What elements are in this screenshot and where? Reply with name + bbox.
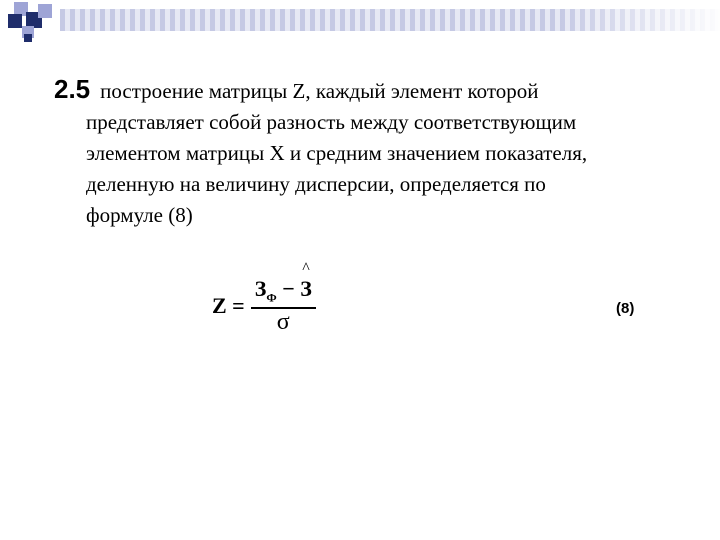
deco-square [38,4,52,18]
deco-square [8,14,22,28]
paragraph-line-2: представляет собой разность между соответствующим [86,110,577,134]
minus-sign: − [282,276,295,301]
section-number: 2.5 [54,74,91,104]
numerator-subscript: Ф [266,290,277,305]
formula-denominator: σ [276,308,290,335]
numerator-term: З [254,276,267,301]
formula-8 [212,276,316,336]
formula-lhs: Z = [212,292,245,318]
formula-fraction [251,276,316,336]
paragraph-line-5: формуле (8) [86,203,193,227]
equation-number: (8) [616,300,635,317]
paragraph-line-3: элементом матрицы X и средним значением показателя, [86,141,588,165]
slide-header-decoration [0,0,720,48]
deco-square [24,34,32,42]
paragraph-line-4: деленную на величину дисперсии, определяется по [86,172,546,196]
paragraph-line-1: построение матрицы Z, каждый элемент которой [100,79,539,103]
section-paragraph [54,74,674,231]
numerator-hat-term: ^ З [300,276,312,302]
formula-numerator [251,276,316,307]
